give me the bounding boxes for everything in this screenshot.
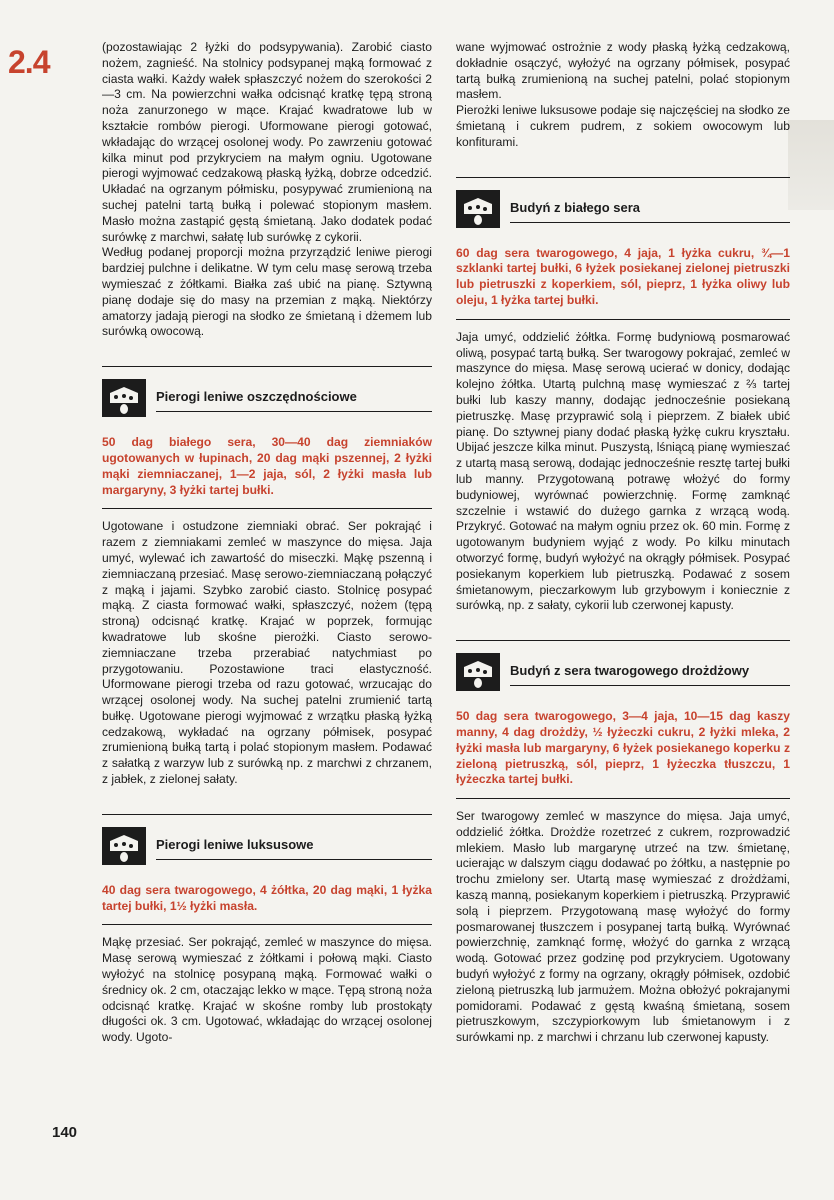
recipe-block (456, 640, 790, 1046)
recipe-block (102, 366, 432, 788)
recipe-instructions: Jaja umyć, oddzielić żółtka. Formę budyniową posmarować oliwą, posypać tartą bułką. Ser twarogowy pokrajać, zemleć w maszynce do mięsa. Masę serową ucierać w donicy, dodając kolejno żółtka. Utartą pulchną masę wymieszać z ⅔ tartej bułki lub kaszy manny, dodając jednocześnie posiekaną pietruszkę. Masę przyprawić solą i pieprzem. Z białek ubić pianę. Do sztywnej piany dodać płaską łyżkę cukru kryształu. Ubijać jeszcze kilka minut. Puszystą, lśniącą pianę wymieszać z utartą masą serową, dodając jednocześnie resztę tartej bułki lub manny. Przygotowaną potrawę włożyć do formy budyniowej, wyrównać powierzchnię. Formę zamknąć szczelnie i wstawić do dużego garnka z wrzącą wodą. Przykryć. Gotować na małym ogniu przez ok. 60 min. Formę z ugotowanym budyniem wyjąć z wody. Po kilku minutach otworzyć formę, budyń wyłożyć na okrągły półmisek. Posypać posiekanym koperkiem lub pietruszką. Podawać z sosem śmietanowym, pieczarkowym lub grzybowym i koniecznie z surówką, np. z sałaty, cykorii lub czerwonej kapusty. (456, 329, 790, 613)
recipe-title: Budyń z białego sera (510, 199, 790, 223)
cheese-icon (456, 190, 500, 228)
recipe-title: Pierogi leniwe luksusowe (156, 836, 432, 860)
recipe-header (102, 366, 432, 417)
continued-paragraph: (pozostawiając 2 łyżki do podsypywania). Zarobić ciasto nożem, zagnieść. Na stolnicy podsypanej mąką formować z ciasta wałki. Każdy wałek spłaszczyć nożem do szerokości 2—3 cm. Na powierzchni wałka odcisnąć kratkę tępą stroną noża zanurzonego w mące. Krajać kwadratowe lub w kształcie rombów pierogi. Uformowane pierogi gotować, wkładając do wrzącej osolonej wody. Po zawrzeniu gotować kilka minut pod przykryciem na małym ogniu. Ugotowane pierogi wyjmować cedzakową płaską łyżką, dobrze odcedzić. Układać na ogrzanym półmisku, posypywać zrumienioną na suchej patelni tartą bułką i polewać stopionym masłem. Masło można zastąpić gęstą śmietaną. Jako dodatek podać surówkę z marchwi, sałatę lub surówkę z cykorii. (102, 40, 432, 244)
page-number: 140 (52, 1124, 78, 1141)
recipe-ingredients: 40 dag sera twarogowego, 4 żółtka, 20 dag mąki, 1 łyżka tartej bułki, 1½ łyżki masła. (102, 883, 432, 926)
page-edge-shadow (788, 120, 834, 210)
continued-paragraph: wane wyjmować ostrożnie z wody płaską łyżką cedzakową, dokładnie osączyć, wyłożyć na ogrzany półmisek, posypać tartą bułką zrumienioną na suchej patelni, polać stopionym masłem. (456, 40, 790, 102)
recipe-ingredients: 50 dag białego sera, 30—40 dag ziemniaków ugotowanych w łupinach, 20 dag mąki pszennej, 2 łyżki mąki ziemniaczanej, 1—2 jaja, sól, 2 łyżki masła lub margaryny, 3 łyżki tartej bułki. (102, 435, 432, 509)
recipe-header (102, 814, 432, 865)
recipe-header (456, 640, 790, 691)
recipe-instructions: Ser twarogowy zemleć w maszynce do mięsa. Jaja umyć, oddzielić żółtka. Drożdże rozetrzeć z cukrem, rozprowadzić mlekiem. Masło lub margarynę utrzeć na tzw. śmietanę, ucierając w dalszym ciągu dodawać po żółtku, a następnie po trochu zmielony ser. Utartą masę wymieszać z drożdżami, kaszą manną, posiekanym koperkiem i pietruszką. Przyprawić solą i pieprzem. Przygotowaną masę wyłożyć do formy posmarowanej tłuszczem i posypanej tartą bułką. Wyrównać powierzchnię, zamknąć formę, włożyć do garnka z wrzącą wodą. Gotować przez godzinę pod przykryciem. Ugotowany budyń wyłożyć z formy na ogrzany, okrągły półmisek, ozdobić zieloną pietruszką lub jarmużem. Można obłożyć pokrajanymi pomidorami. Podawać z gęstą kwaśną śmietaną, sosem pietruszkowym, szczypiorkowym lub śmietanowym i z surówkami np. z marchwi i chrzanu lub czerwonej kapusty. (456, 809, 790, 1045)
recipe-ingredients: 50 dag sera twarogowego, 3—4 jaja, 10—15 dag kaszy manny, 4 dag drożdży, ½ łyżeczki cukru, 2 łyżki mleka, 2 łyżki masła lub margaryny, 6 łyżek posiekanego koperku z zieloną pietruszką, sól, pieprz, 1 łyżeczka tłuszczu, 1 łyżeczka tartej bułki. (456, 709, 790, 799)
continued-paragraph: Według podanej proporcji można przyrządzić leniwe pierogi bardziej pulchne i delikatne. W tym celu masę serową trzeba wymieszać z żółtkami. Białka zaś ubić na pianę. Sztywną pianę dodaje się do masy na przemian z mąką. Niektórzy amatorzy jadają pierogi na słodko ze śmietaną i dżemem lub surówką owocową. (102, 245, 432, 339)
recipe-instructions: Ugotowane i ostudzone ziemniaki obrać. Ser pokrająć i razem z ziemniakami zemleć w maszynce do mięsa. Jaja umyć, wylewać ich zawartość do miseczki. Mąkę pszenną i ziemniaczaną przesiać. Masę serowo-ziemniaczaną połączyć z mąką i jajami. Szybko zarobić ciasto. Stolnicę posypać mąką. Z ciasta formować wałki, spłaszczyć, nożem (tępą stroną) odcisnąć kratkę. Krajać w poprzek, formując kwadratowe lub skośne pierożki. Ciasto serowo-ziemniaczane trzeba przerabiać natychmiast po przygotowaniu. Pozostawione traci elastyczność. Uformowane pierogi trzeba od razu gotować, wrzucając do wrzącej osolonej wody. Na suchej patelni zrumienić tartą bułkę. Ugotowane pierogi wyjmować z wrzątku płaską łyżką cedzakową, wykładać na ogrzany półmisek, posypać zrumienioną bułką tartą i polać stopionym masłem. Podawać z sałatką z warzyw lub z surówką np. z marchwi z chrzanem, z jabłek, z zielonej sałaty. (102, 519, 432, 787)
recipe-ingredients: 60 dag sera twarogowego, 4 jaja, 1 łyżka cukru, ¾—1 szklanki tartej bułki, 6 łyżek posiekanej zielonej pietruszki lub pietruszki z koperkiem, sól, pieprz, 1 łyżka oliwy lub oleju, 1 łyżka tartej bułki. (456, 246, 790, 320)
recipe-instructions: Mąkę przesiać. Ser pokrająć, zemleć w maszynce do mięsa. Masę serową wymieszać z żółtkami i połową mąki. Ciasto wyłożyć na stolnicę posypaną mąką. Formować wałki o średnicy ok. 2 cm, otaczając lekko w mące. Tępą stroną noża odcisnąć kratkę. Krajać w skośne romby lub prostokąty długości ok. 3 cm. Ugotować, wkładając do wrzącej osolonej wody. Ugoto- (102, 935, 432, 1045)
cheese-icon (102, 379, 146, 417)
cheese-icon (456, 653, 500, 691)
left-column (102, 40, 432, 1046)
continued-paragraph: Pierożki leniwe luksusowe podaje się najczęściej na słodko ze śmietaną i cukrem pudrem, z sokiem owocowym lub konfiturami. (456, 103, 790, 149)
right-column (456, 40, 790, 1046)
recipe-title: Pierogi leniwe oszczędnościowe (156, 388, 432, 412)
section-number: 2.4 (8, 44, 50, 80)
recipe-block (102, 814, 432, 1046)
recipe-title: Budyń z sera twarogowego drożdżowy (510, 662, 790, 686)
cheese-icon (102, 827, 146, 865)
recipe-header (456, 177, 790, 228)
recipe-block (456, 177, 790, 615)
